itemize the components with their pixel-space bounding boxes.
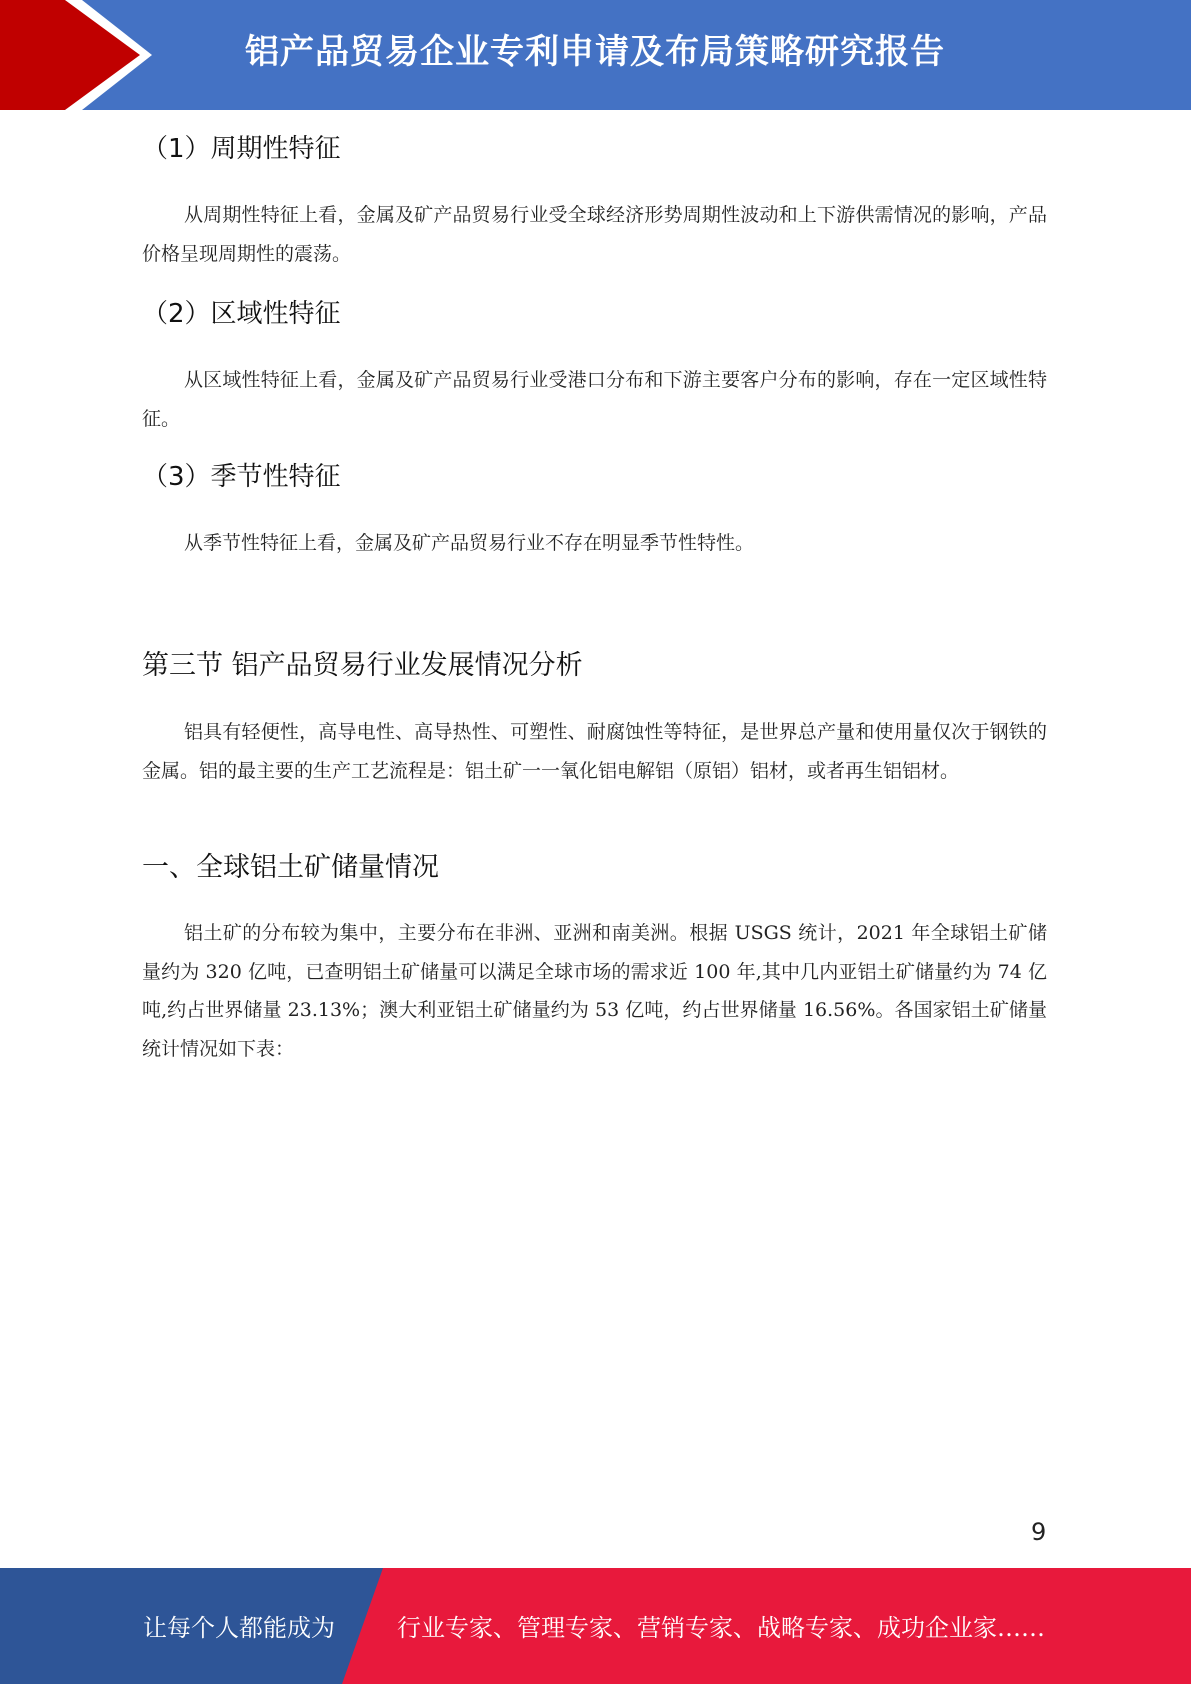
paragraph-bauxite: 铝土矿的分布较为集中，主要分布在非洲、亚洲和南美洲。根据 USGS 统计，2021 年全球铝土矿储量约为 320 亿吨，已查明铝土矿储量可以满足全球市场的需求近 100 年,其中几内亚铝土矿储量约为 74 亿吨,约占世界储量 23.13%；澳大利亚铝土矿储量约为 53 亿吨，约占世界储量 16.56%。各国家铝土矿储量统计情况如下表： — [142, 922, 1047, 1060]
header-banner — [0, 0, 1191, 110]
report-title: 铝产品贸易企业专利申请及布局策略研究报告 — [245, 32, 945, 72]
heading-seasonal: （3）季节性特征 — [142, 462, 341, 492]
heading-cyclical: （1）周期性特征 — [142, 134, 341, 164]
header-arrow-icon — [0, 0, 160, 110]
footer-banner — [0, 1568, 1191, 1684]
paragraph-regional: 从区域性特征上看，金属及矿产品贸易行业受港口分布和下游主要客户分布的影响，存在一定区域性特征。 — [142, 369, 1047, 430]
footer-slogan-right: 行业专家、管理专家、营销专家、战略专家、成功企业家…… — [397, 1614, 1045, 1642]
footer-slogan-left: 让每个人都能成为 — [143, 1614, 335, 1642]
section-heading-bauxite: 一、全球铝土矿储量情况 — [142, 852, 439, 883]
paragraph-aluminum: 铝具有轻便性，高导电性、高导热性、可塑性、耐腐蚀性等特征，是世界总产量和使用量仅次于钢铁的金属。铝的最主要的生产工艺流程是：铝土矿一一氧化铝电解铝（原铝）铝材，或者再生铝铝材。 — [142, 721, 1047, 782]
heading-regional: （2）区域性特征 — [142, 299, 341, 329]
paragraph-cyclical: 从周期性特征上看，金属及矿产品贸易行业受全球经济形势周期性波动和上下游供需情况的影响，产品价格呈现周期性的震荡。 — [142, 204, 1047, 265]
paragraph-seasonal: 从季节性特征上看，金属及矿产品贸易行业不存在明显季节性特性。 — [184, 532, 755, 554]
section-heading-third: 第三节 铝产品贸易行业发展情况分析 — [142, 650, 583, 681]
page-number: 9 — [1031, 1518, 1047, 1546]
